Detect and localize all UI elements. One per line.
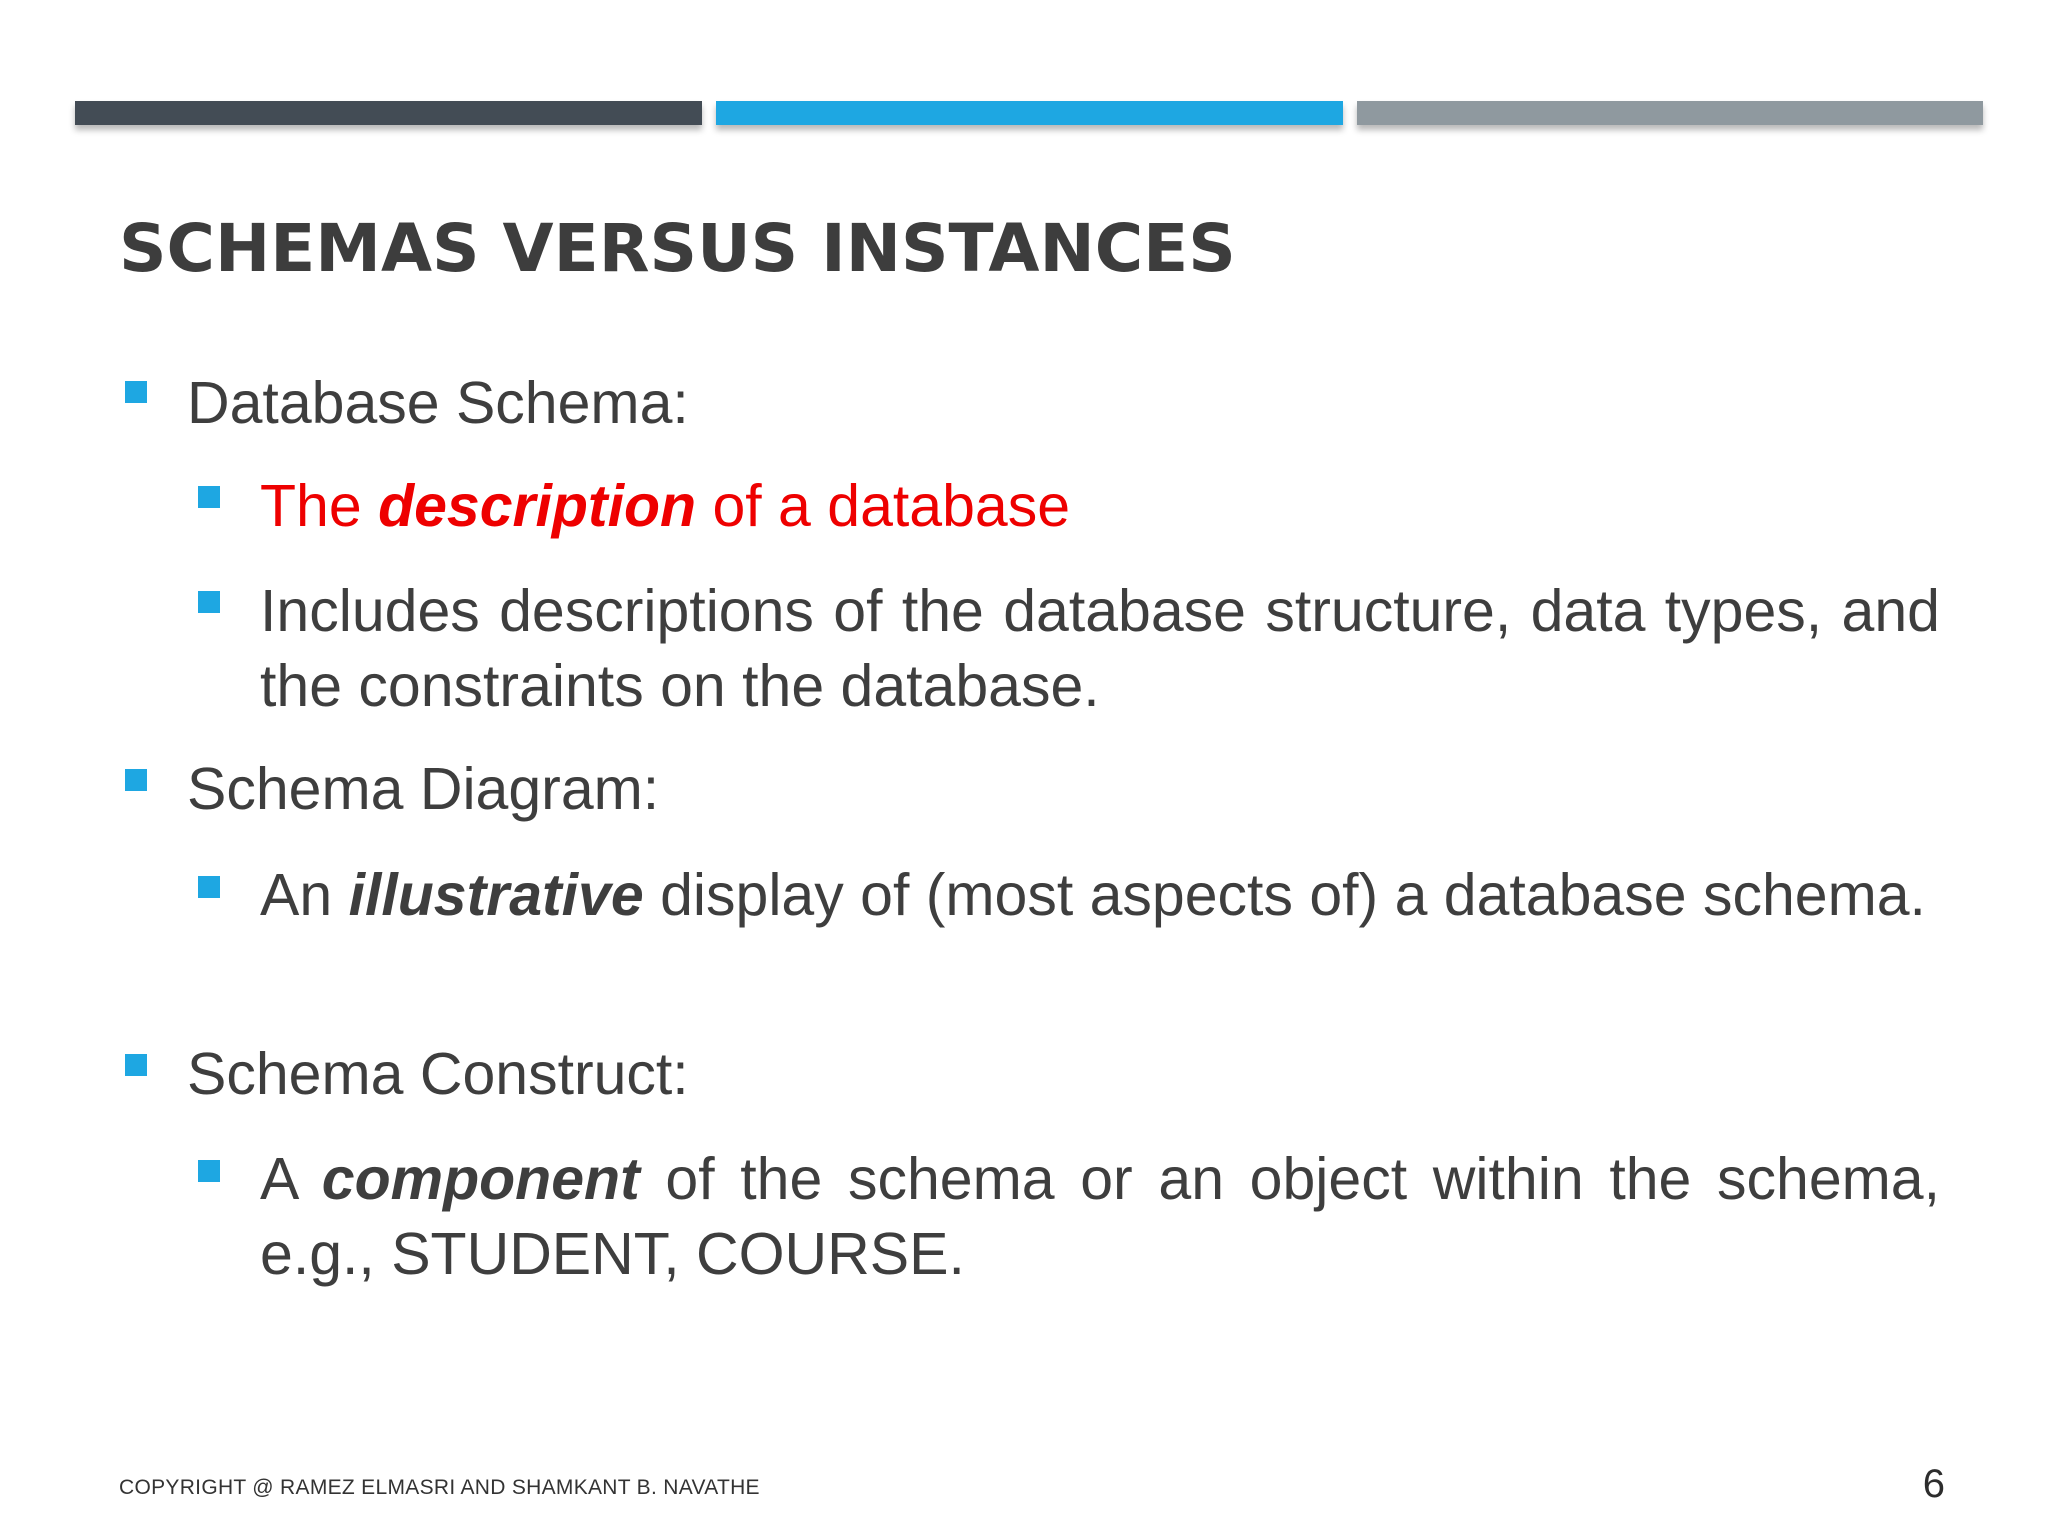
- bullet-square-icon: [125, 1054, 147, 1076]
- sub-bullet-square-icon: [198, 876, 220, 898]
- bullet-square-icon: [125, 381, 147, 403]
- sub-bullet-construct-description: A component of the schema or an object within the schema, e.g., STUDENT, COURSE.: [260, 1146, 1940, 1287]
- bullet-schema-diagram: Schema Diagram:: [187, 756, 660, 822]
- sub-bullet-schema-description: The description of a database: [260, 473, 1071, 539]
- sub-bullet-square-icon: [198, 1160, 220, 1182]
- bullet-schema-construct: Schema Construct:: [187, 1041, 689, 1107]
- sub-bullet-schema-includes: Includes descriptions of the database structure, data types, and the constraints on the database.: [260, 578, 1940, 719]
- slide-title: SCHEMAS VERSUS INSTANCES: [119, 210, 1236, 287]
- footer-copyright: COPYRIGHT @ RAMEZ ELMASRI AND SHAMKANT B. NAVATHE: [119, 1476, 760, 1499]
- sub-bullet-square-icon: [198, 486, 220, 508]
- sub-bullet-diagram-description: An illustrative display of (most aspects of) a database schema.: [260, 862, 1926, 928]
- sub-bullet-square-icon: [198, 591, 220, 613]
- page-number: 6: [1922, 1462, 1945, 1506]
- bullet-database-schema: Database Schema:: [187, 370, 689, 436]
- bullet-square-icon: [125, 769, 147, 791]
